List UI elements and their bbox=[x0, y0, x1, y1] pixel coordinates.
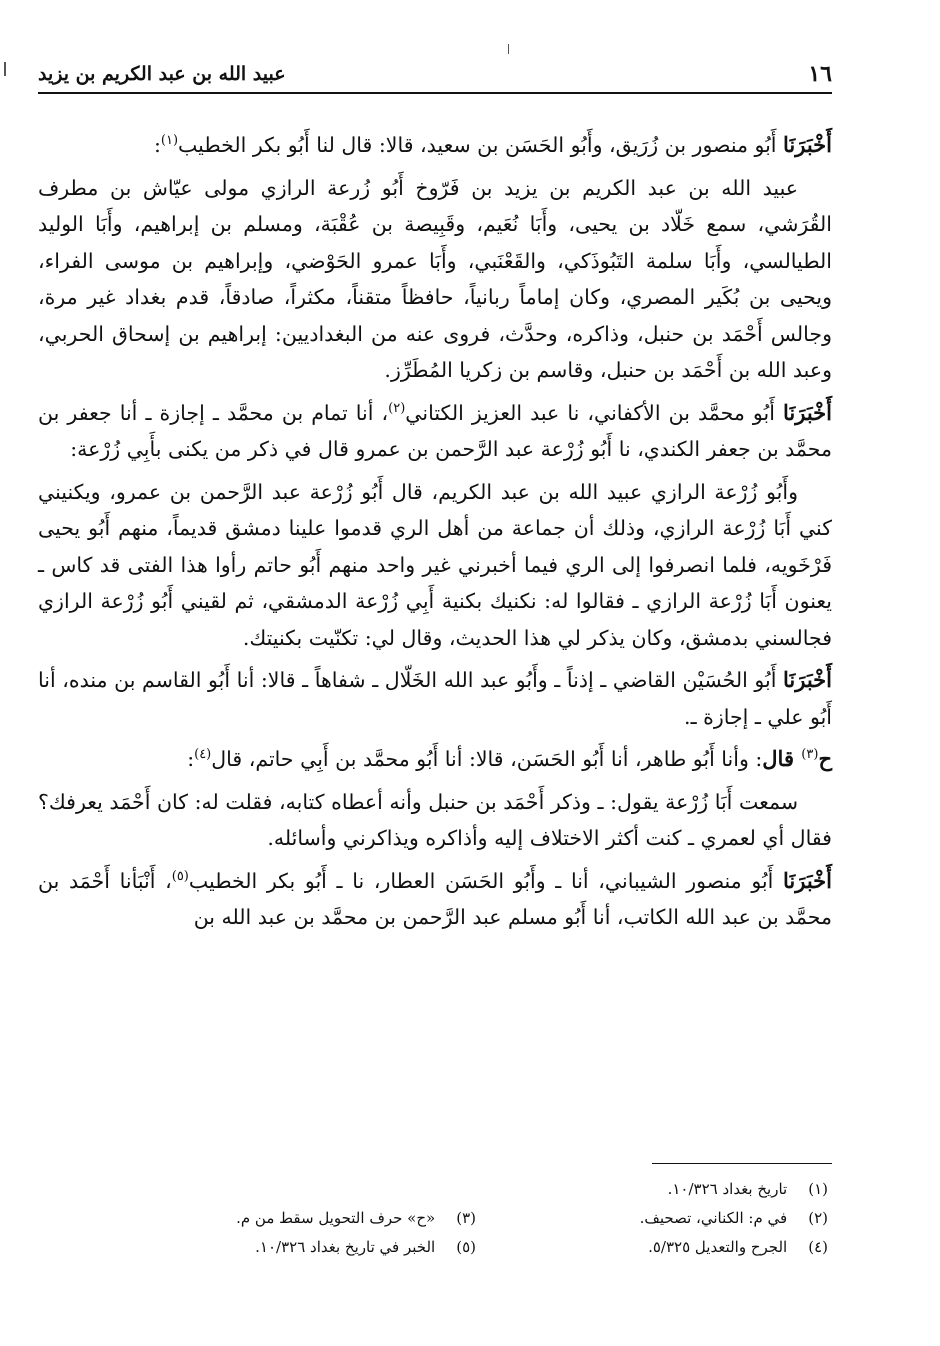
isnad-lead: أَخْبَرَنَا bbox=[783, 132, 832, 157]
footnote-number: (٣) bbox=[456, 1209, 476, 1227]
qal-lead: قال bbox=[762, 746, 802, 771]
paragraph-4 bbox=[38, 474, 832, 657]
paragraph-text: : وأنا أَبُو طاهر، أنا أَبُو الحَسَن، قالا: أنا أَبُو محمَّد بن أَبِي حاتم، قال bbox=[211, 747, 763, 771]
paragraph-text: أَبُو منصور بن زُرَيق، وأَبُو الحَسَن بن سعيد، قالا: قال لنا أَبُو بكر الخطيب bbox=[178, 133, 784, 157]
footnote-number: (٤) bbox=[808, 1238, 828, 1256]
footnote-ref-3: (٣) bbox=[801, 747, 819, 763]
paragraph-2 bbox=[38, 170, 832, 389]
paragraph-text: عبيد الله بن عبد الكريم بن يزيد بن فَرّوخ أَبُو زُرعة الرازي مولى عيّاش بن مطرف القُرَشي، سمع خَلّاد بن يحيى، وأَبَا نُعَيم، وقَبِيصة بن عُقْبَة، ومسلم بن إبراهيم، وأَبَا الوليد الطيالسي، وأَبَا سلمة التَبُوذَكي، والقَعْنَبي، وأَبَا عمرو الحَوْضي، وإبراهيم بن موسى الفراء، ويحيى بن بُكَير المصري، وكان إماماً ربانياً، حافظاً متقناً، مكثراً، صادقاً، قدم بغداد غير مرة، وجالس أَحْمَد بن حنبل، وذاكره، وحدَّث، فروى عنه من البغداديين: إبراهيم بن إسحاق الحربي، وعبد الله بن أَحْمَد بن حنبل، وقاسم بن زكريا المُطَرِّز. bbox=[38, 175, 832, 382]
paragraph-5 bbox=[38, 662, 832, 735]
footnote-text: الخبر في تاريخ بغداد ١٠/٣٢٦. bbox=[255, 1238, 436, 1256]
header-rule bbox=[38, 92, 832, 94]
footnote-ref-5: (٥) bbox=[171, 868, 189, 884]
footnote-ref-2: (٢) bbox=[388, 400, 406, 416]
paragraph-text: سمعت أَبَا زُرْعة يقول: ـ وذكر أَحْمَد بن حنبل وأنه أعطاه كتابه، فقلت له: كان أَحْمَد يعرفك؟ فقال أي لعمري ـ كنت أكثر الاختلاف إليه وأذاكره ويذاكرني وأسائله. bbox=[38, 789, 832, 850]
paragraph-tail: : bbox=[187, 747, 195, 771]
footnote-rule bbox=[652, 1163, 832, 1164]
footnote-5 bbox=[255, 1233, 476, 1262]
footnote-text: في م: الكناني، تصحيف. bbox=[639, 1209, 788, 1227]
tahwil-mark: ح bbox=[818, 746, 832, 771]
footnote-number: (١) bbox=[808, 1180, 828, 1198]
paragraph-tail: ، أنا تمام بن محمَّد ـ إجازة ـ أنا جعفر بن محمَّد بن جعفر الكندي، نا أَبُو زُرْعة عبد الرَّحمن بن عمرو قال في ذكر من يكنى بأَبِي زُرْعة: bbox=[38, 400, 832, 461]
footnote-ref-1: (١) bbox=[160, 133, 179, 149]
isnad-lead: أَخْبَرَنَا bbox=[783, 867, 832, 893]
page-header bbox=[38, 61, 832, 91]
paragraph-tail: : bbox=[153, 133, 161, 157]
paragraph-1 bbox=[38, 127, 832, 164]
scan-mark-left bbox=[4, 62, 6, 76]
footnote-ref-4: (٤) bbox=[194, 747, 212, 763]
book-page bbox=[38, 55, 832, 1305]
footnotes bbox=[38, 1175, 832, 1262]
footnote-row bbox=[38, 1175, 832, 1204]
footnote-text: الجرح والتعديل ٥/٣٢٥. bbox=[648, 1238, 788, 1256]
page-number: ١٦ bbox=[808, 61, 832, 87]
running-title: عبيد الله بن عبد الكريم بن يزيد bbox=[38, 63, 286, 85]
paragraph-text: أَبُو الحُسَيْن القاضي ـ إذناً ـ وأَبُو عبد الله الخَلّال ـ شفاهاً ـ قالا: أنا أَبُو القاسم بن منده، أنا أَبُو علي ـ إجازة ـ. bbox=[38, 668, 832, 729]
paragraph-text: وأَبُو زُرْعة الرازي عبيد الله بن عبد الكريم، قال أَبُو زُرْعة عبد الرَّحمن بن عمرو، ويكنيني كني أَبَا زُرْعة الرازي، وذلك أن جماعة من أهل الري قدموا علينا دمشق قديماً، منهم أَبُو يحيى فَرْخَويه، فلما انصرفوا إلى الري فيما أخبرني غير واحد منهم أَبُو حاتم رأوا هذا الفتى قد كاس ـ يعنون أَبَا زُرْعة الرازي ـ فقالوا له: نكنيك بكنية أَبِي زُرْعة الدمشقي، ثم لقيني أَبُو زُرْعة الرازي فجالسني بدمشق، وكان يذكر لي هذا الحديث، وقال لي: تكنّيت بكنيتك. bbox=[38, 479, 832, 650]
paragraph-6 bbox=[38, 741, 832, 778]
footnote-row bbox=[38, 1204, 832, 1233]
paragraph-8 bbox=[38, 863, 832, 936]
paragraph-7 bbox=[38, 784, 832, 857]
footnote-2 bbox=[640, 1204, 828, 1233]
main-text bbox=[38, 127, 832, 942]
paragraph-3 bbox=[38, 395, 832, 468]
footnote-4 bbox=[648, 1233, 828, 1262]
isnad-lead: أَخْبَرَنَا bbox=[783, 399, 832, 425]
footnote-3 bbox=[236, 1204, 476, 1233]
footnote-text: تاريخ بغداد ١٠/٣٢٦. bbox=[667, 1180, 788, 1198]
footnote-number: (٥) bbox=[456, 1238, 476, 1256]
scan-mark-top bbox=[508, 44, 509, 54]
paragraph-text: أَبُو محمَّد بن الأكفاني، نا عبد العزيز الكتاني bbox=[405, 400, 784, 425]
paragraph-text: أَبُو منصور الشيباني، أنا ـ وأَبُو الحَسَن العطار، نا ـ أَبُو بكر الخطيب bbox=[188, 868, 784, 893]
paragraph-tail: ، أَنْبَأنا أَحْمَد بن محمَّد بن عبد الله الكاتب، أنا أَبُو مسلم عبد الرَّحمن بن محمَّد بن عبد الله بن bbox=[38, 868, 832, 929]
footnote-row bbox=[38, 1233, 832, 1262]
footnote-text: «ح» حرف التحويل سقط من م. bbox=[236, 1209, 436, 1227]
footnote-number: (٢) bbox=[808, 1209, 828, 1227]
footnote-1 bbox=[668, 1175, 828, 1204]
isnad-lead: أَخْبَرَنَا bbox=[783, 667, 832, 692]
